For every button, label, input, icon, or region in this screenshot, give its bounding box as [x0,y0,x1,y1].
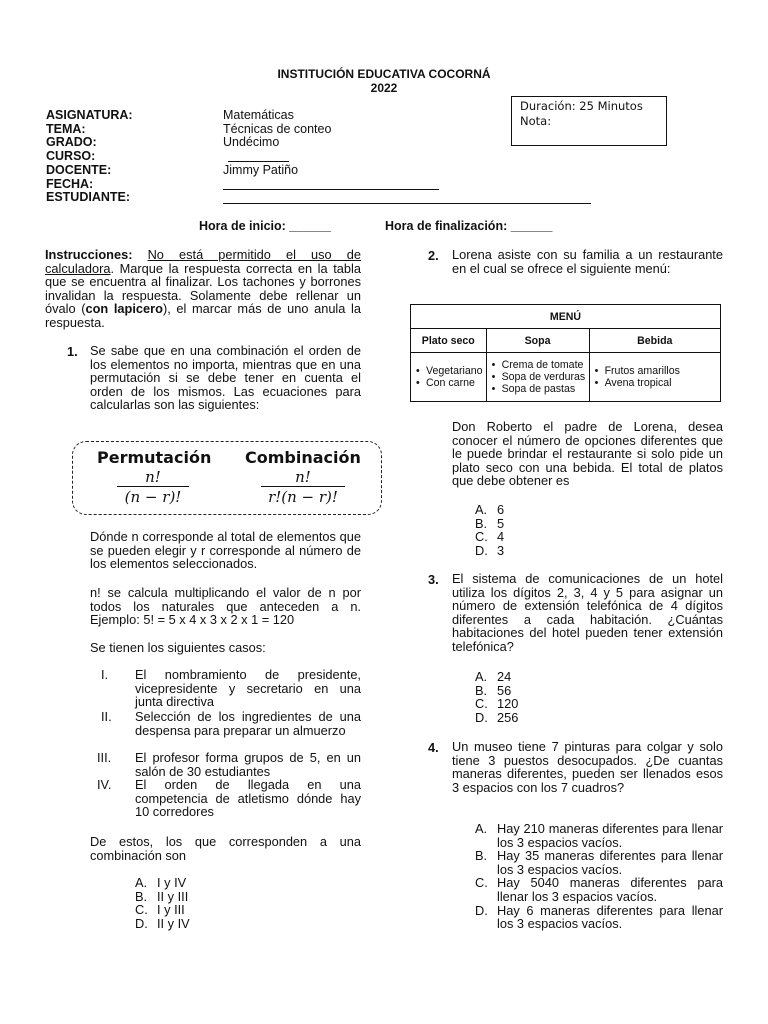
q2-number: 2. [428,248,439,263]
q1-paragraph-4: Se tienen los siguientes casos: [90,640,266,655]
q2-options [475,503,504,557]
q1-number: 1. [67,344,78,359]
menu-item: • Crema de tomate [502,359,586,371]
case-1-number: I. [101,667,109,682]
value-tema: Técnicas de conteo [223,121,332,136]
case-3-text: El profesor forma grupos de 5, en un salón de 30 estudiantes [135,750,361,779]
permutation-title: Permutación [97,448,212,467]
q2-text: Lorena asiste con su familia a un restaurante en el cual se ofrece el siguiente menú: [452,247,723,276]
q2-option-a[interactable]: A. 6 [475,502,505,517]
q3-text: El sistema de comunicaciones de un hotel utiliza los dígitos 2, 3, 4 y 5 para asignar un número de extensión telefónica de 4 dígitos diferentes a cada habitación. ¿Cuántas habitaciones del hotel pueden tener extensión telefónica? [452,571,723,654]
instructions-bold: con lapicero [85,301,163,317]
q4-option-c[interactable]: C. Hay 5040 maneras diferentes para llenar los 3 espacios vacíos. [475,875,723,904]
start-time: Hora de inicio: ______ [199,219,332,233]
duration-box [511,96,667,146]
q3-options [475,670,518,724]
case-4-number: IV. [97,777,112,792]
menu-cell-bebida [589,353,720,402]
instructions-text-2: ), el marcar más de uno anula la respuesta. [45,301,361,330]
label-estudiante: ESTUDIANTE: [46,190,131,205]
instructions [45,248,361,330]
combination-title: Combinación [245,448,361,467]
end-time: Hora de finalización: ______ [385,219,553,233]
instructions-underlined: No está permitido el uso de calculadora [45,247,361,276]
value-asignatura: Matemáticas [223,108,294,122]
label-fecha: FECHA: [46,176,94,191]
q1-paragraph-5: De estos, los que corresponden a una combinación son [90,834,361,863]
case-3-number: III. [97,750,112,765]
q1-option-c[interactable]: C. I y III [135,902,185,918]
q1-options [135,876,190,930]
formula-box [72,441,382,515]
q1-option-b[interactable]: B. II y III [135,888,189,904]
menu-cell-plato [411,353,487,402]
q2-paragraph-2: Don Roberto el padre de Lorena, desea conocer el número de opciones diferentes que le puede brindar el restaurante si solo pide un plato seco con una bebida. El total de platos que debe obtener es [452,419,723,489]
q3-option-a[interactable]: A. 24 [475,669,512,684]
combination-denominator: r!(n − r)! [261,486,345,506]
label-docente: DOCENTE: [46,162,112,177]
q3-option-d[interactable]: D. 256 [475,709,519,725]
q4-options [475,822,723,931]
label-tema: TEMA: [46,121,86,136]
q4-text: Un museo tiene 7 pinturas para colgar y solo tiene 3 puestos desocupados. ¿De cuantas maneras diferentes, pueden ser llenados esos 3 espacios con los 7 cuadros? [452,739,723,795]
menu-item: • Con carne [426,377,483,389]
instructions-label: Instrucciones: [45,247,133,262]
combination-numerator: n! [295,468,311,486]
menu-header-bebida: Bebida [589,329,720,353]
q3-option-c[interactable]: C. 120 [475,696,519,712]
menu-table [410,304,721,402]
menu-cell-sopa [486,353,589,402]
estudiante-blank-line[interactable] [223,203,591,204]
case-2-text: Selección de los ingredientes de una despensa para preparar un almuerzo [135,709,361,738]
menu-item: • Avena tropical [605,377,717,389]
menu-item: • Sopa de verduras [502,371,586,383]
q2-option-d[interactable]: D. 3 [475,542,505,558]
year-title: 2022 [370,81,398,95]
permutation-formula [117,468,189,506]
q4-option-d[interactable]: D. Hay 6 maneras diferentes para llenar los 3 espacios vacíos. [475,902,723,932]
label-curso: CURSO: [46,149,96,164]
combination-formula [261,468,345,506]
value-docente: Jimmy Patiño [223,162,299,177]
curso-blank-line[interactable] [228,161,289,162]
menu-title: MENÚ [411,305,721,329]
menu-item: • Vegetariano [426,365,483,377]
label-grado: GRADO: [46,135,97,150]
permutation-numerator: n! [145,468,161,486]
q2-option-c[interactable]: C. 4 [475,529,505,545]
q1-option-d[interactable]: D. II y IV [135,915,190,931]
menu-header-sopa: Sopa [486,329,589,353]
nota-text: Nota: [520,114,552,128]
permutation-denominator: (n − r)! [117,486,189,506]
q4-option-b[interactable]: B. Hay 35 maneras diferentes para llenar los 3 espacios vacíos. [475,848,723,877]
value-grado: Undécimo [223,135,280,150]
menu-item: • Frutos amarillos [605,365,717,377]
menu-item: • Sopa de pastas [502,383,586,395]
q1-option-a[interactable]: A. I y IV [135,875,187,890]
q2-option-b[interactable]: B. 5 [475,515,505,531]
q1-paragraph-3: n! se calcula multiplicando el valor de n por todos los naturales que anteceden a n. Ejemplo: 5! = 5 x 4 x 3 x 2 x 1 = 120 [90,585,361,628]
q4-option-a[interactable]: A. Hay 210 maneras diferentes para llenar los 3 espacios vacíos. [475,821,723,850]
case-4-text: El orden de llegada en una competencia de atletismo dónde hay 10 corredores [135,777,361,820]
label-asignatura: ASIGNATURA: [46,108,133,122]
duration-text: Duración: 25 Minutos [520,99,643,113]
q3-option-b[interactable]: B. 56 [475,682,512,698]
case-1-text: El nombramiento de presidente, vicepresidente y secretario en una junta directiva [135,667,361,710]
institution-title: INSTITUCIÓN EDUCATIVA COCORNÁ [277,67,491,81]
menu-header-plato: Plato seco [411,329,487,353]
fecha-blank-line[interactable] [223,189,439,190]
q1-paragraph-2: Dónde n corresponde al total de elementos que se pueden elegir y r corresponde al número de los elementos seleccionados. [90,529,361,572]
instructions-text-1: . Marque la respuesta correcta en la tabla que se encuentra al finalizar. Los tachones y borrones invalidan la respuesta. Solamente debe rellenar un óvalo ( [45,260,361,317]
q1-text: Se sabe que en una combinación el orden de los elementos no importa, mientras que en una permutación si se debe tener en cuenta el orden de los mismos. Las ecuaciones para calcularlas son las siguientes: [90,343,361,413]
q3-number: 3. [428,572,439,587]
case-2-number: II. [101,709,112,724]
q4-number: 4. [428,740,439,755]
